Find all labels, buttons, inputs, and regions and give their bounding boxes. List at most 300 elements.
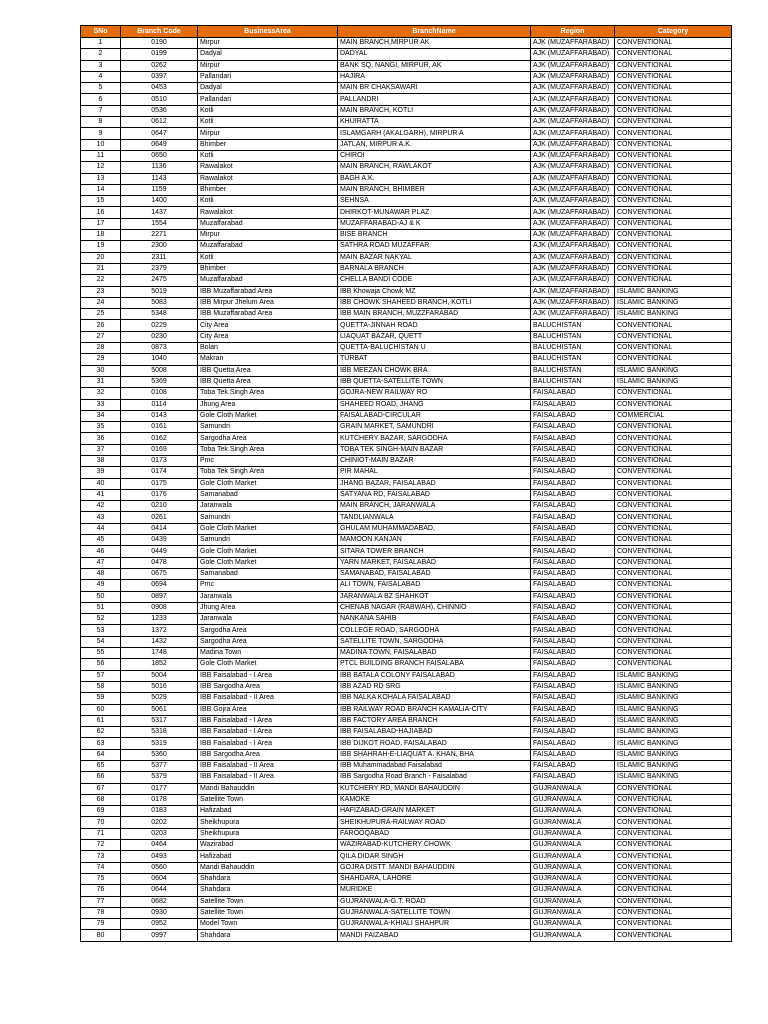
cell-category: CONVENTIONAL bbox=[615, 150, 732, 161]
cell-business-area: Wazirabad bbox=[198, 840, 338, 851]
cell-branch-code: 5083 bbox=[121, 297, 198, 308]
cell-business-area: Sheikhupura bbox=[198, 828, 338, 839]
cell-category: CONVENTIONAL bbox=[615, 614, 732, 625]
cell-region: AJK (MUZAFFARABAD) bbox=[531, 207, 615, 218]
table-row bbox=[81, 580, 732, 591]
cell-category: ISLAMIC BANKING bbox=[615, 727, 732, 738]
cell-sno: 72 bbox=[81, 840, 121, 851]
cell-region: AJK (MUZAFFARABAD) bbox=[531, 230, 615, 241]
cell-branch-name: SEHNSA bbox=[338, 196, 531, 207]
cell-branch-name: SAMANABAD, FAISALABAD bbox=[338, 568, 531, 579]
cell-category: CONVENTIONAL bbox=[615, 501, 732, 512]
cell-business-area: Bhimber bbox=[198, 184, 338, 195]
table-row bbox=[81, 930, 732, 941]
cell-region: GUJRANWALA bbox=[531, 907, 615, 918]
cell-category: CONVENTIONAL bbox=[615, 60, 732, 71]
cell-category: CONVENTIONAL bbox=[615, 523, 732, 534]
cell-category: CONVENTIONAL bbox=[615, 128, 732, 139]
cell-sno: 76 bbox=[81, 885, 121, 896]
cell-category: CONVENTIONAL bbox=[615, 252, 732, 263]
cell-sno: 63 bbox=[81, 738, 121, 749]
cell-business-area: Kotli bbox=[198, 105, 338, 116]
cell-branch-name: MAIN BRANCH, RAWLAKOT bbox=[338, 162, 531, 173]
table-row bbox=[81, 71, 732, 82]
cell-sno: 75 bbox=[81, 873, 121, 884]
table-row bbox=[81, 455, 732, 466]
cell-business-area: Hafizabad bbox=[198, 851, 338, 862]
cell-branch-code: 0604 bbox=[121, 873, 198, 884]
cell-sno: 77 bbox=[81, 896, 121, 907]
cell-region: FAISALABAD bbox=[531, 614, 615, 625]
table-row bbox=[81, 828, 732, 839]
cell-business-area: IBB Faisalabad - I Area bbox=[198, 670, 338, 681]
cell-region: AJK (MUZAFFARABAD) bbox=[531, 94, 615, 105]
cell-branch-code: 1748 bbox=[121, 648, 198, 659]
cell-category: CONVENTIONAL bbox=[615, 343, 732, 354]
cell-branch-name: ISLAMGARH (AKALGARH), MIRPUR A bbox=[338, 128, 531, 139]
cell-region: FAISALABAD bbox=[531, 410, 615, 421]
cell-category: ISLAMIC BANKING bbox=[615, 772, 732, 783]
cell-category: ISLAMIC BANKING bbox=[615, 693, 732, 704]
cell-region: AJK (MUZAFFARABAD) bbox=[531, 218, 615, 229]
table-row bbox=[81, 38, 732, 49]
cell-sno: 25 bbox=[81, 309, 121, 320]
cell-business-area: Satellite Town bbox=[198, 794, 338, 805]
cell-branch-code: 2300 bbox=[121, 241, 198, 252]
cell-category: CONVENTIONAL bbox=[615, 885, 732, 896]
header-branch-code: Branch Code bbox=[121, 26, 198, 38]
cell-branch-name: SHAHEED ROAD, JHANG bbox=[338, 399, 531, 410]
cell-region: FAISALABAD bbox=[531, 727, 615, 738]
cell-sno: 54 bbox=[81, 636, 121, 647]
cell-branch-code: 1233 bbox=[121, 614, 198, 625]
cell-region: GUJRANWALA bbox=[531, 806, 615, 817]
cell-branch-name: MAMOON KANJAN bbox=[338, 535, 531, 546]
header-row bbox=[81, 26, 732, 38]
cell-category: COMMERCIAL bbox=[615, 410, 732, 421]
cell-business-area: IBB Sargodha Area bbox=[198, 681, 338, 692]
cell-sno: 10 bbox=[81, 139, 121, 150]
cell-region: GUJRANWALA bbox=[531, 919, 615, 930]
cell-branch-code: 0173 bbox=[121, 455, 198, 466]
cell-business-area: Bolan bbox=[198, 343, 338, 354]
cell-branch-code: 0229 bbox=[121, 320, 198, 331]
cell-category: CONVENTIONAL bbox=[615, 478, 732, 489]
cell-sno: 5 bbox=[81, 83, 121, 94]
cell-sno: 29 bbox=[81, 354, 121, 365]
table-row bbox=[81, 467, 732, 478]
cell-business-area: IBB Muzaffarabad Area bbox=[198, 286, 338, 297]
cell-branch-code: 1400 bbox=[121, 196, 198, 207]
table-row bbox=[81, 783, 732, 794]
cell-region: FAISALABAD bbox=[531, 704, 615, 715]
cell-branch-name: IBB FAISALABAD-HAJIABAD bbox=[338, 727, 531, 738]
table-row bbox=[81, 659, 732, 670]
cell-branch-name: IBB NALKA KOHALA FAISALABAD bbox=[338, 693, 531, 704]
cell-sno: 42 bbox=[81, 501, 121, 512]
cell-branch-name: IBB SHAHRAH-E-LIAQUAT A. KHAN, BHA bbox=[338, 749, 531, 760]
cell-business-area: Toba Tek Singh Area bbox=[198, 467, 338, 478]
cell-branch-code: 0464 bbox=[121, 840, 198, 851]
cell-sno: 43 bbox=[81, 512, 121, 523]
cell-region: FAISALABAD bbox=[531, 535, 615, 546]
table-row bbox=[81, 919, 732, 930]
cell-branch-code: 0649 bbox=[121, 139, 198, 150]
cell-branch-name: GUJRANWALA-KHIALI SHAHPUR bbox=[338, 919, 531, 930]
cell-business-area: Pmc bbox=[198, 580, 338, 591]
cell-category: CONVENTIONAL bbox=[615, 546, 732, 557]
cell-category: CONVENTIONAL bbox=[615, 399, 732, 410]
cell-branch-code: 5004 bbox=[121, 670, 198, 681]
cell-branch-name: FAROOQABAD bbox=[338, 828, 531, 839]
table-row bbox=[81, 896, 732, 907]
cell-branch-code: 0647 bbox=[121, 128, 198, 139]
cell-sno: 49 bbox=[81, 580, 121, 591]
cell-branch-name: TANDLIANWALA bbox=[338, 512, 531, 523]
cell-category: CONVENTIONAL bbox=[615, 444, 732, 455]
cell-sno: 38 bbox=[81, 455, 121, 466]
table-row bbox=[81, 230, 732, 241]
table-row bbox=[81, 546, 732, 557]
cell-sno: 33 bbox=[81, 399, 121, 410]
cell-region: GUJRANWALA bbox=[531, 840, 615, 851]
cell-business-area: Dadyal bbox=[198, 83, 338, 94]
cell-region: AJK (MUZAFFARABAD) bbox=[531, 105, 615, 116]
cell-branch-name: IBB AZAD RD SRG bbox=[338, 681, 531, 692]
table-row bbox=[81, 320, 732, 331]
cell-branch-name: IBB Khowaja Chowk MZ bbox=[338, 286, 531, 297]
cell-business-area: Gole Cloth Market bbox=[198, 523, 338, 534]
cell-business-area: Shahdara bbox=[198, 930, 338, 941]
table-row bbox=[81, 105, 732, 116]
table-row bbox=[81, 128, 732, 139]
table-row bbox=[81, 286, 732, 297]
cell-region: AJK (MUZAFFARABAD) bbox=[531, 71, 615, 82]
cell-business-area: IBB Faisalabad - I Area bbox=[198, 738, 338, 749]
cell-branch-code: 1437 bbox=[121, 207, 198, 218]
table-row bbox=[81, 840, 732, 851]
cell-region: FAISALABAD bbox=[531, 772, 615, 783]
cell-sno: 58 bbox=[81, 681, 121, 692]
cell-branch-code: 0439 bbox=[121, 535, 198, 546]
cell-business-area: Gole Cloth Market bbox=[198, 410, 338, 421]
cell-category: CONVENTIONAL bbox=[615, 331, 732, 342]
cell-branch-name: IBB CHOWK SHAHEED BRANCH, KOTLI bbox=[338, 297, 531, 308]
cell-category: ISLAMIC BANKING bbox=[615, 704, 732, 715]
cell-branch-code: 0202 bbox=[121, 817, 198, 828]
cell-region: FAISALABAD bbox=[531, 738, 615, 749]
cell-branch-code: 0930 bbox=[121, 907, 198, 918]
cell-business-area: Gole Cloth Market bbox=[198, 546, 338, 557]
cell-region: FAISALABAD bbox=[531, 670, 615, 681]
cell-sno: 22 bbox=[81, 275, 121, 286]
cell-branch-name: MAIN BRANCH, JARANWALA bbox=[338, 501, 531, 512]
cell-branch-name: FAISALABAD-CIRCULAR bbox=[338, 410, 531, 421]
cell-sno: 59 bbox=[81, 693, 121, 704]
cell-business-area: Jaranwala bbox=[198, 501, 338, 512]
cell-region: AJK (MUZAFFARABAD) bbox=[531, 60, 615, 71]
cell-sno: 74 bbox=[81, 862, 121, 873]
cell-business-area: Dadyal bbox=[198, 49, 338, 60]
cell-sno: 24 bbox=[81, 297, 121, 308]
table-row bbox=[81, 139, 732, 150]
cell-region: AJK (MUZAFFARABAD) bbox=[531, 117, 615, 128]
cell-region: BALUCHISTAN bbox=[531, 320, 615, 331]
cell-business-area: IBB Quetta Area bbox=[198, 376, 338, 387]
cell-region: AJK (MUZAFFARABAD) bbox=[531, 241, 615, 252]
cell-sno: 52 bbox=[81, 614, 121, 625]
cell-business-area: IBB Faisalabad - I Area bbox=[198, 727, 338, 738]
cell-category: CONVENTIONAL bbox=[615, 557, 732, 568]
cell-category: ISLAMIC BANKING bbox=[615, 749, 732, 760]
cell-business-area: IBB Sargodha Area bbox=[198, 749, 338, 760]
cell-sno: 30 bbox=[81, 365, 121, 376]
cell-branch-name: IBB FACTORY AREA BRANCH bbox=[338, 715, 531, 726]
cell-branch-name: IBB QUETTA-SATELLITE TOWN bbox=[338, 376, 531, 387]
cell-category: CONVENTIONAL bbox=[615, 806, 732, 817]
cell-region: BALUCHISTAN bbox=[531, 343, 615, 354]
cell-branch-name: IBB MAIN BRANCH, MUZZFARABAD bbox=[338, 309, 531, 320]
cell-business-area: Hafizabad bbox=[198, 806, 338, 817]
cell-region: AJK (MUZAFFARABAD) bbox=[531, 263, 615, 274]
cell-branch-name: KUTCHERY RD, MANDI BAHAUDDIN bbox=[338, 783, 531, 794]
cell-branch-code: 2271 bbox=[121, 230, 198, 241]
cell-region: AJK (MUZAFFARABAD) bbox=[531, 297, 615, 308]
cell-category: CONVENTIONAL bbox=[615, 263, 732, 274]
cell-region: FAISALABAD bbox=[531, 761, 615, 772]
cell-branch-code: 0650 bbox=[121, 150, 198, 161]
cell-branch-code: 0262 bbox=[121, 60, 198, 71]
cell-branch-name: CHELLA BANDI CODE bbox=[338, 275, 531, 286]
table-row bbox=[81, 297, 732, 308]
cell-business-area: City Area bbox=[198, 331, 338, 342]
cell-branch-code: 0397 bbox=[121, 71, 198, 82]
cell-category: CONVENTIONAL bbox=[615, 489, 732, 500]
cell-sno: 51 bbox=[81, 602, 121, 613]
cell-branch-code: 1159 bbox=[121, 184, 198, 195]
cell-branch-name: MURIDKE bbox=[338, 885, 531, 896]
cell-sno: 60 bbox=[81, 704, 121, 715]
cell-category: ISLAMIC BANKING bbox=[615, 376, 732, 387]
cell-business-area: Mirpur bbox=[198, 60, 338, 71]
cell-region: BALUCHISTAN bbox=[531, 331, 615, 342]
cell-category: CONVENTIONAL bbox=[615, 862, 732, 873]
cell-sno: 67 bbox=[81, 783, 121, 794]
table-row bbox=[81, 263, 732, 274]
cell-business-area: Samundri bbox=[198, 535, 338, 546]
cell-branch-name: YARN MARKET, FAISALABAD bbox=[338, 557, 531, 568]
cell-branch-name: CHIROI bbox=[338, 150, 531, 161]
cell-category: CONVENTIONAL bbox=[615, 162, 732, 173]
cell-sno: 55 bbox=[81, 648, 121, 659]
cell-branch-code: 0952 bbox=[121, 919, 198, 930]
table-row bbox=[81, 331, 732, 342]
cell-region: GUJRANWALA bbox=[531, 873, 615, 884]
cell-branch-code: 1372 bbox=[121, 625, 198, 636]
cell-region: FAISALABAD bbox=[531, 681, 615, 692]
cell-branch-name: IBB RAILWAY ROAD BRANCH KAMALIA-CITY bbox=[338, 704, 531, 715]
cell-business-area: Pallandari bbox=[198, 71, 338, 82]
cell-category: ISLAMIC BANKING bbox=[615, 297, 732, 308]
cell-sno: 69 bbox=[81, 806, 121, 817]
cell-branch-name: IBB BATALA COLONY FAISALABAD bbox=[338, 670, 531, 681]
cell-branch-name: JHANG BAZAR, FAISALABAD bbox=[338, 478, 531, 489]
cell-sno: 26 bbox=[81, 320, 121, 331]
cell-branch-code: 1432 bbox=[121, 636, 198, 647]
cell-branch-code: 0114 bbox=[121, 399, 198, 410]
table-row bbox=[81, 478, 732, 489]
cell-sno: 44 bbox=[81, 523, 121, 534]
cell-business-area: Rawalakot bbox=[198, 173, 338, 184]
cell-branch-name: IBB Sargodha Road Branch - Faisalabad bbox=[338, 772, 531, 783]
cell-branch-code: 0612 bbox=[121, 117, 198, 128]
cell-region: GUJRANWALA bbox=[531, 817, 615, 828]
cell-branch-name: GOJRA DISTT. MANDI BAHAUDDIN bbox=[338, 862, 531, 873]
table-row bbox=[81, 489, 732, 500]
cell-branch-code: 0873 bbox=[121, 343, 198, 354]
table-row bbox=[81, 94, 732, 105]
cell-business-area: Mandi Bahauddin bbox=[198, 783, 338, 794]
cell-sno: 4 bbox=[81, 71, 121, 82]
cell-region: GUJRANWALA bbox=[531, 930, 615, 941]
table-row bbox=[81, 648, 732, 659]
cell-branch-code: 0175 bbox=[121, 478, 198, 489]
cell-branch-code: 0560 bbox=[121, 862, 198, 873]
cell-business-area: Kotli bbox=[198, 196, 338, 207]
cell-branch-name: DADYAL bbox=[338, 49, 531, 60]
cell-sno: 73 bbox=[81, 851, 121, 862]
cell-region: FAISALABAD bbox=[531, 478, 615, 489]
cell-category: ISLAMIC BANKING bbox=[615, 365, 732, 376]
cell-branch-name: MAIN BAZAR NAKYAL bbox=[338, 252, 531, 263]
cell-category: CONVENTIONAL bbox=[615, 105, 732, 116]
cell-category: CONVENTIONAL bbox=[615, 919, 732, 930]
cell-sno: 11 bbox=[81, 150, 121, 161]
cell-business-area: Mirpur bbox=[198, 128, 338, 139]
cell-region: FAISALABAD bbox=[531, 625, 615, 636]
cell-region: FAISALABAD bbox=[531, 636, 615, 647]
cell-category: ISLAMIC BANKING bbox=[615, 670, 732, 681]
cell-branch-code: 5348 bbox=[121, 309, 198, 320]
cell-category: ISLAMIC BANKING bbox=[615, 309, 732, 320]
cell-sno: 19 bbox=[81, 241, 121, 252]
cell-branch-name: MUZAFFARABAD-AJ & K bbox=[338, 218, 531, 229]
cell-branch-name: PTCL BUILDING BRANCH FAISALABA bbox=[338, 659, 531, 670]
table-row bbox=[81, 704, 732, 715]
cell-branch-name: MAIN BRANCH, KOTLI bbox=[338, 105, 531, 116]
cell-category: CONVENTIONAL bbox=[615, 320, 732, 331]
cell-business-area: Jaranwala bbox=[198, 614, 338, 625]
cell-branch-code: 0644 bbox=[121, 885, 198, 896]
cell-sno: 62 bbox=[81, 727, 121, 738]
cell-region: FAISALABAD bbox=[531, 399, 615, 410]
cell-category: CONVENTIONAL bbox=[615, 422, 732, 433]
cell-category: CONVENTIONAL bbox=[615, 196, 732, 207]
cell-business-area: Samundri bbox=[198, 512, 338, 523]
cell-region: FAISALABAD bbox=[531, 557, 615, 568]
cell-business-area: Muzaffarabad bbox=[198, 241, 338, 252]
cell-category: CONVENTIONAL bbox=[615, 207, 732, 218]
cell-category: CONVENTIONAL bbox=[615, 38, 732, 49]
cell-category: CONVENTIONAL bbox=[615, 873, 732, 884]
table-row bbox=[81, 150, 732, 161]
cell-business-area: Mirpur bbox=[198, 230, 338, 241]
cell-sno: 15 bbox=[81, 196, 121, 207]
cell-branch-code: 0178 bbox=[121, 794, 198, 805]
cell-category: CONVENTIONAL bbox=[615, 71, 732, 82]
cell-category: CONVENTIONAL bbox=[615, 49, 732, 60]
table-row bbox=[81, 625, 732, 636]
cell-sno: 46 bbox=[81, 546, 121, 557]
cell-branch-name: LIAQUAT BAZAR, QUETT bbox=[338, 331, 531, 342]
cell-region: FAISALABAD bbox=[531, 455, 615, 466]
cell-category: CONVENTIONAL bbox=[615, 907, 732, 918]
cell-category: CONVENTIONAL bbox=[615, 94, 732, 105]
cell-business-area: IBB Faisalabad - II Area bbox=[198, 761, 338, 772]
cell-business-area: Gole Cloth Market bbox=[198, 478, 338, 489]
cell-branch-code: 0203 bbox=[121, 828, 198, 839]
cell-sno: 3 bbox=[81, 60, 121, 71]
cell-branch-name: KUTCHERY BAZAR, SARGODHA bbox=[338, 433, 531, 444]
header-branch-name: BranchName bbox=[338, 26, 531, 38]
cell-business-area: Samanabad bbox=[198, 489, 338, 500]
cell-region: FAISALABAD bbox=[531, 523, 615, 534]
table-row bbox=[81, 173, 732, 184]
table-row bbox=[81, 907, 732, 918]
cell-region: GUJRANWALA bbox=[531, 896, 615, 907]
cell-business-area: Sargodha Area bbox=[198, 625, 338, 636]
cell-business-area: Gole Cloth Market bbox=[198, 659, 338, 670]
cell-branch-name: HAFIZABAD-GRAIN MARKET bbox=[338, 806, 531, 817]
cell-region: GUJRANWALA bbox=[531, 828, 615, 839]
cell-branch-name: BISE BRANCH bbox=[338, 230, 531, 241]
cell-branch-name: MADINA TOWN, FAISALABAD bbox=[338, 648, 531, 659]
cell-sno: 71 bbox=[81, 828, 121, 839]
cell-category: CONVENTIONAL bbox=[615, 83, 732, 94]
cell-branch-code: 5016 bbox=[121, 681, 198, 692]
cell-branch-name: JARANWALA BZ SHAHKOT bbox=[338, 591, 531, 602]
cell-category: ISLAMIC BANKING bbox=[615, 738, 732, 749]
cell-region: FAISALABAD bbox=[531, 546, 615, 557]
cell-category: CONVENTIONAL bbox=[615, 840, 732, 851]
cell-branch-code: 2379 bbox=[121, 263, 198, 274]
cell-branch-name: SHAHDARA, LAHORE bbox=[338, 873, 531, 884]
cell-category: ISLAMIC BANKING bbox=[615, 761, 732, 772]
cell-sno: 34 bbox=[81, 410, 121, 421]
cell-business-area: Muzaffarabad bbox=[198, 218, 338, 229]
cell-business-area: Satellite Town bbox=[198, 907, 338, 918]
table-row bbox=[81, 196, 732, 207]
cell-region: AJK (MUZAFFARABAD) bbox=[531, 196, 615, 207]
cell-sno: 13 bbox=[81, 173, 121, 184]
cell-branch-name: IBB Muhammadabad Faisalabad bbox=[338, 761, 531, 772]
cell-region: GUJRANWALA bbox=[531, 862, 615, 873]
cell-business-area: IBB Faisalabad - I Area bbox=[198, 715, 338, 726]
cell-category: CONVENTIONAL bbox=[615, 591, 732, 602]
cell-sno: 14 bbox=[81, 184, 121, 195]
cell-sno: 18 bbox=[81, 230, 121, 241]
cell-branch-code: 0493 bbox=[121, 851, 198, 862]
cell-branch-code: 2311 bbox=[121, 252, 198, 263]
cell-business-area: Sargodha Area bbox=[198, 636, 338, 647]
cell-region: FAISALABAD bbox=[531, 433, 615, 444]
cell-business-area: Pmc bbox=[198, 455, 338, 466]
cell-branch-code: 0183 bbox=[121, 806, 198, 817]
cell-branch-code: 0675 bbox=[121, 568, 198, 579]
cell-region: FAISALABAD bbox=[531, 659, 615, 670]
table-row bbox=[81, 761, 732, 772]
cell-category: CONVENTIONAL bbox=[615, 184, 732, 195]
